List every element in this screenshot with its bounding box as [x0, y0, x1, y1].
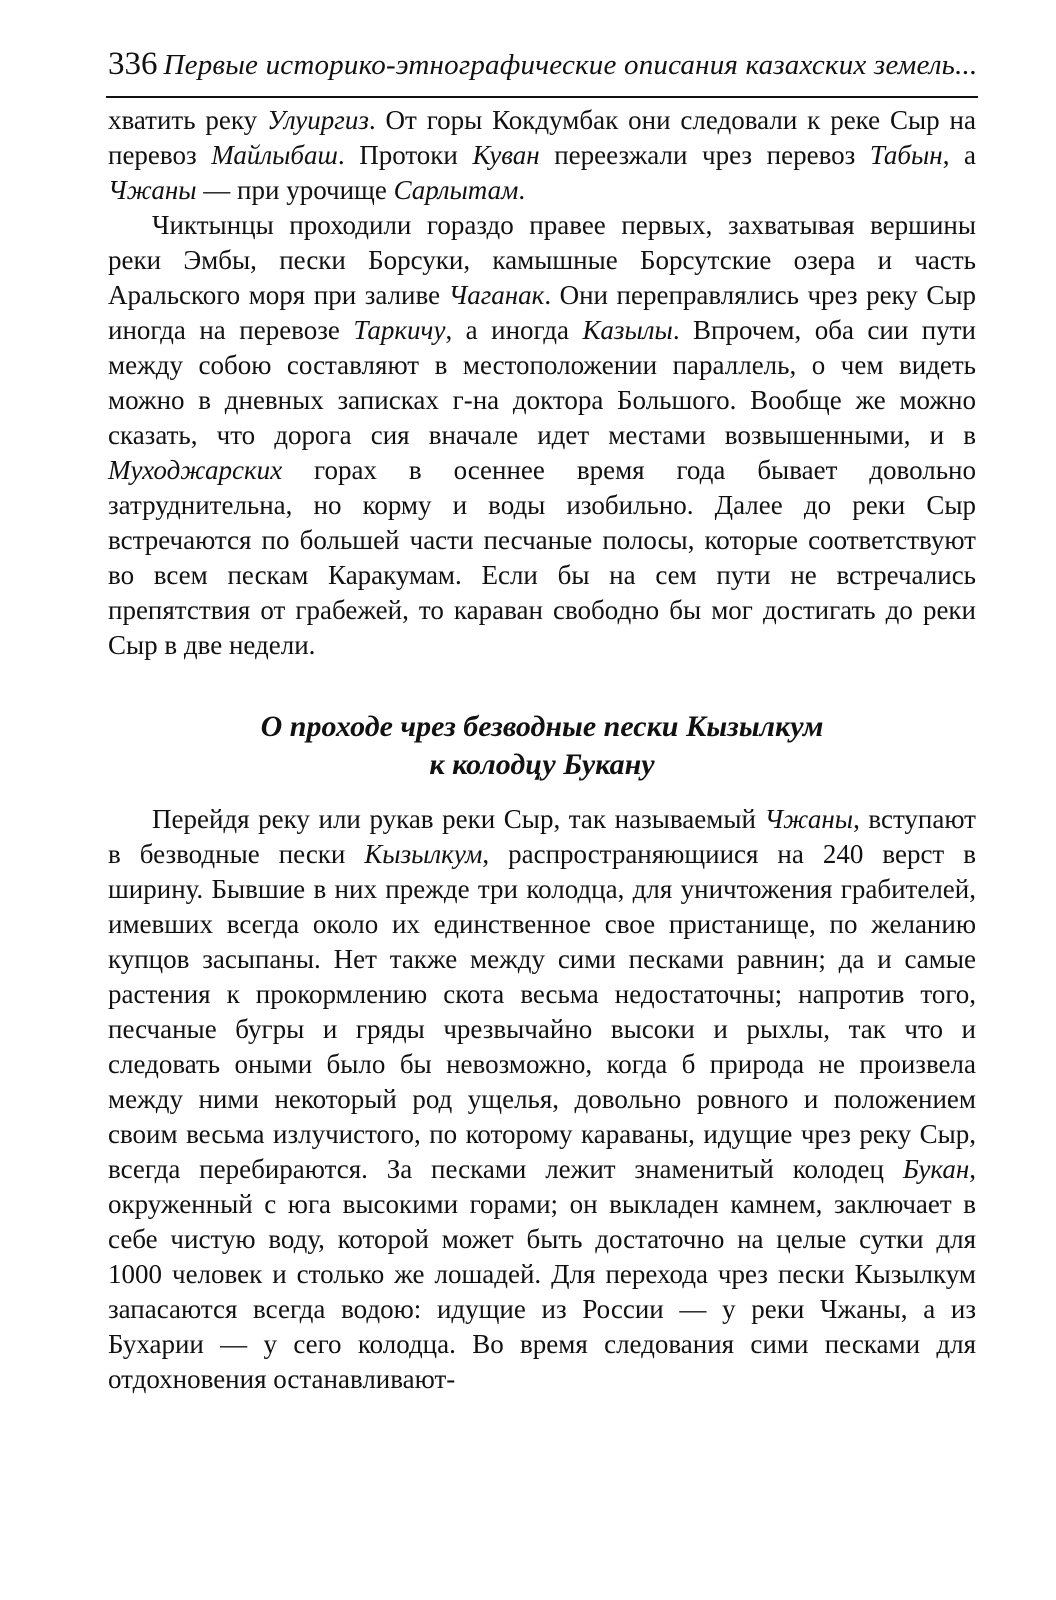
text-run: . — [518, 175, 526, 205]
italic-name: Букан — [902, 1154, 970, 1184]
text-run: . Впрочем, оба сии пути между собою составляют в местоположении параллель, о чем видеть можно в дневных записках г-на доктора Большого. Вообще же можно сказать, что дорога сия вначале идет местами возвышенными, и в — [108, 315, 976, 450]
text-run: . Протоки — [337, 140, 473, 170]
text-run: , окруженный с юга высокими горами; он выкладен камнем, заключает в себе чистую воду, которой может быть достаточно на целые сутки для 1000 человек и столько же лошадей. Для перехода чрез пески Кызылкум запасаются всегда водою: идущие из России — у реки Чжаны, а из Бухарии — у сего колодца. Во время следования сими песками для отдохновения останавливают- — [108, 1154, 976, 1394]
running-title: Первые историко-этнографические описания казахских земель... — [163, 49, 978, 81]
italic-name: Табын — [869, 140, 943, 170]
italic-name: Майлыбаш — [211, 140, 338, 170]
text-run: , вступают в безводные пески — [108, 804, 976, 869]
section-heading-line-2: к колодцу Букану — [429, 748, 655, 781]
italic-name: Чжаны — [108, 175, 197, 205]
paragraph-2 — [108, 208, 976, 663]
text-run: Перейдя реку или рукав реки Сыр, так называемый — [152, 804, 765, 834]
text-run: . От горы Кокдумбак они следовали к реке Сыр на перевоз — [108, 105, 976, 170]
italic-name: Куван — [472, 140, 540, 170]
italic-name: Чаганак — [448, 280, 545, 310]
text-run: хватить реку — [108, 105, 268, 135]
italic-name: Кызылкум — [364, 839, 483, 869]
paragraph-3 — [108, 802, 976, 1397]
paragraph-1 — [108, 103, 976, 208]
running-header — [108, 46, 976, 83]
italic-name: Муходжарских — [108, 455, 283, 485]
text-run: , а — [942, 140, 977, 170]
italic-name: Таркичу — [353, 315, 446, 345]
text-run: горах в осеннее время года бывает довольно затруднительна, но корму и воды изобильно. Далее до реки Сыр встречаются по большей части песчаные полосы, которые соответствуют во всем пескам Каракумам. Если бы на сем пути не встречались препятствия от грабежей, то караван свободно бы мог достигать до реки Сыр в две недели. — [108, 455, 976, 660]
text-run: , а иногда — [445, 315, 583, 345]
text-run: переезжали чрез перевоз — [539, 140, 870, 170]
page-number: 336 — [108, 46, 158, 82]
text-run: , распространяющиися на 240 верст в ширину. Бывшие в них прежде три колодца, для уничтожения грабителей, имевших всегда около их единственное свое пристанище, по желанию купцов засыпаны. Нет также между сими песками равнин; да и самые растения к прокормлению скота весьма недостаточны; напротив того, песчаные бугры и гряды чрезвычайно высоки и рыхлы, так что и следовать оными было бы невозможно, когда б природа не произвела между ними некоторый род ущелья, довольно ровного и положением своим весьма излучистого, по которому караваны, идущие чрез реку Сыр, всегда перебираются. За песками лежит знаменитый колодец — [108, 839, 976, 1184]
section-heading — [108, 708, 976, 784]
header-rule — [106, 96, 978, 98]
italic-name: Казылы — [582, 315, 673, 345]
italic-name: Чжаны — [764, 804, 854, 834]
text-run: — при урочище — [196, 175, 394, 205]
italic-name: Сарлытам — [393, 175, 519, 205]
text-run: . Они переправлялись чрез реку Сыр иногда на перевозе — [108, 280, 976, 345]
text-run: Чиктынцы проходили гораздо правее первых, захватывая вершины реки Эмбы, пески Борсуки, камышные Борсутские озера и часть Аральского моря при заливе — [108, 210, 976, 310]
italic-name: Улуиргиз — [267, 105, 369, 135]
section-heading-line-1: О проходе чрез безводные пески Кызылкум — [260, 710, 824, 743]
